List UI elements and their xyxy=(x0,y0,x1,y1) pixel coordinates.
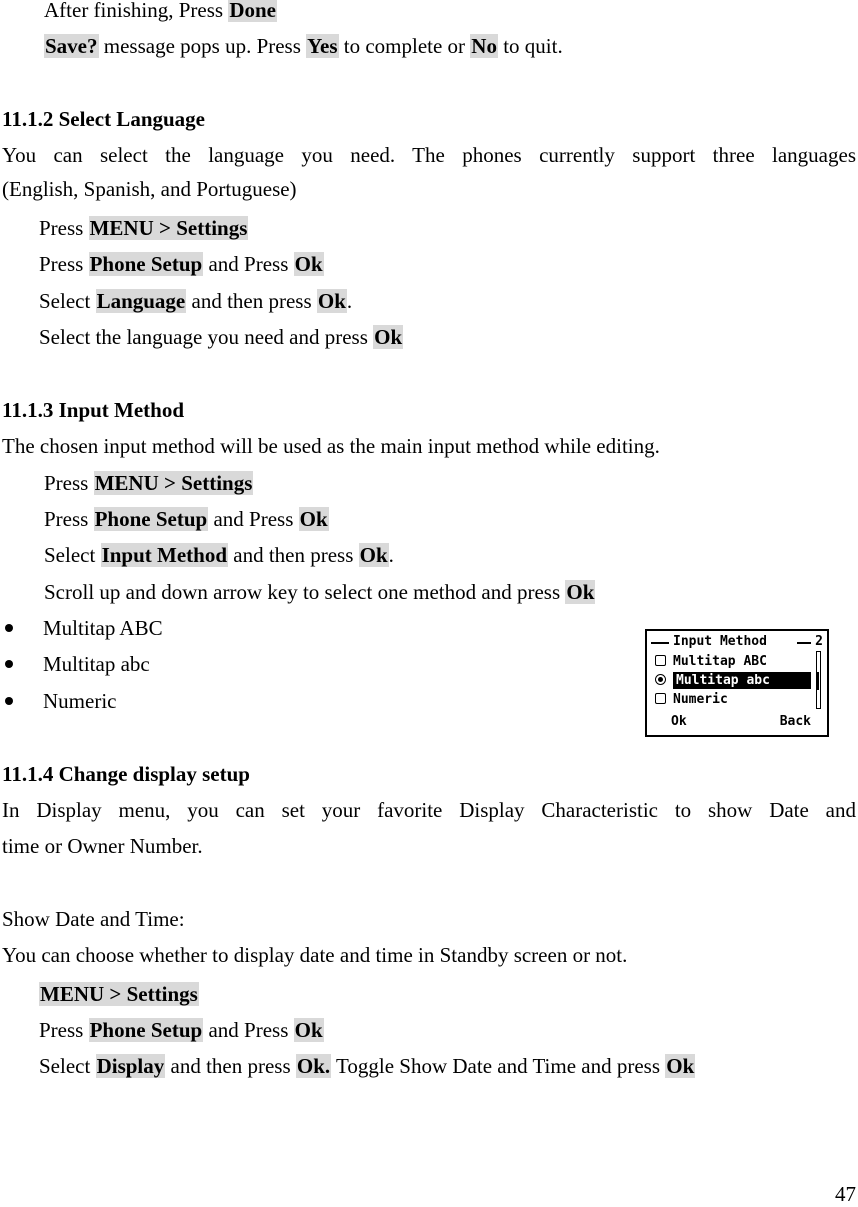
checkbox-icon xyxy=(655,693,666,704)
step-item: Press Phone Setup and Press Ok xyxy=(39,1018,323,1042)
step-item: MENU > Settings xyxy=(40,982,198,1006)
checkbox-icon xyxy=(655,655,666,666)
selected-radio-icon xyxy=(655,674,666,685)
softkey-ok: Ok xyxy=(671,714,687,729)
step-item: Select the language you need and press Ok xyxy=(39,325,403,349)
softkey-back: Back xyxy=(779,714,811,729)
scrollbar xyxy=(816,651,821,709)
bullet-icon xyxy=(5,660,13,668)
bullet-icon xyxy=(5,697,13,705)
no-keyword: No xyxy=(471,34,497,58)
section-heading-input-method: 11.1.3 Input Method xyxy=(2,398,185,422)
section-paragraph-cont: (English, Spanish, and Portuguese) xyxy=(2,177,297,201)
section-paragraph-cont: time or Owner Number. xyxy=(2,834,203,858)
sub-paragraph: You can choose whether to display date and time in Standby screen or not. xyxy=(2,943,628,967)
step-item: Press Phone Setup and Press Ok xyxy=(39,252,323,276)
page-number: 47 xyxy=(835,1182,856,1206)
sub-heading: Show Date and Time: xyxy=(2,907,185,931)
step-item: Select Display and then press Ok. Toggle Show Date and Time and press Ok xyxy=(39,1054,695,1078)
title-rule xyxy=(797,642,811,644)
step-item: Scroll up and down arrow key to select one method and press Ok xyxy=(44,580,595,604)
screen-option: Numeric xyxy=(655,691,728,708)
screen-option: Multitap ABC xyxy=(655,653,767,670)
screen-title-bar xyxy=(651,634,823,650)
yes-keyword: Yes xyxy=(307,34,338,58)
section-heading-display-setup: 11.1.4 Change display setup xyxy=(2,762,250,786)
step-item: Press MENU > Settings xyxy=(44,471,253,495)
section-paragraph: You can select the language you need. The phones currently support three languages xyxy=(2,143,856,167)
done-keyword: Done xyxy=(229,0,276,22)
bullet-icon xyxy=(5,624,13,632)
step-item: Press MENU > Settings xyxy=(39,216,248,240)
section-heading-select-language: 11.1.2 Select Language xyxy=(2,107,205,131)
step-item: Select Language and then press Ok. xyxy=(39,289,353,313)
section-paragraph: The chosen input method will be used as the main input method while editing. xyxy=(2,434,660,458)
step-save-prompt: Save? message pops up. Press Yes to complete or No to quit. xyxy=(45,34,563,58)
title-rule xyxy=(651,642,669,644)
step-item: Select Input Method and then press Ok. xyxy=(44,543,394,567)
screen-page-number: 2 xyxy=(815,634,823,649)
screen-option-selected: Multitap abc xyxy=(655,672,811,689)
save-keyword: Save? xyxy=(45,34,98,58)
screen-title: Input Method xyxy=(673,634,767,649)
list-item: Multitap abc xyxy=(5,652,150,676)
section-paragraph: In Display menu, you can set your favorite Display Characteristic to show Date and xyxy=(2,798,856,822)
step-item: Press Phone Setup and Press Ok xyxy=(44,507,328,531)
step-after-finishing: After finishing, Press Done xyxy=(44,0,276,22)
list-item: Multitap ABC xyxy=(5,616,163,640)
phone-screen-input-method xyxy=(645,629,829,737)
list-item: Numeric xyxy=(5,689,116,713)
